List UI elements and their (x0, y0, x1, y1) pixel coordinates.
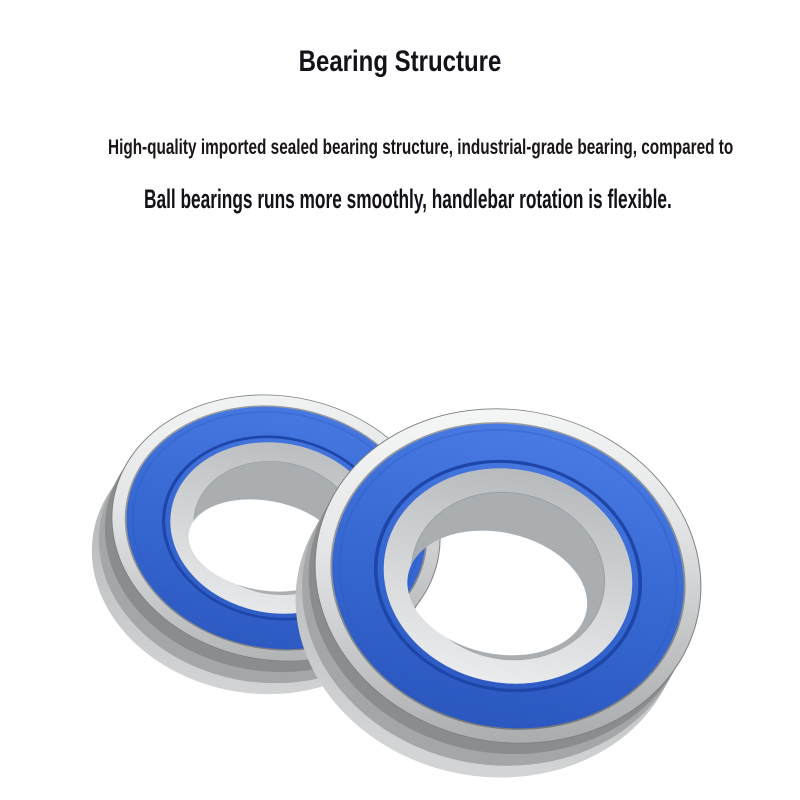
subtitle-line-2: Ball bearings runs more smoothly, handlebar rotation is flexible. (144, 184, 672, 214)
subtitle-line-1: High-quality imported sealed bearing structure, industrial-grade bearing, compared to (108, 136, 734, 159)
page-title: Bearing Structure (298, 45, 502, 78)
